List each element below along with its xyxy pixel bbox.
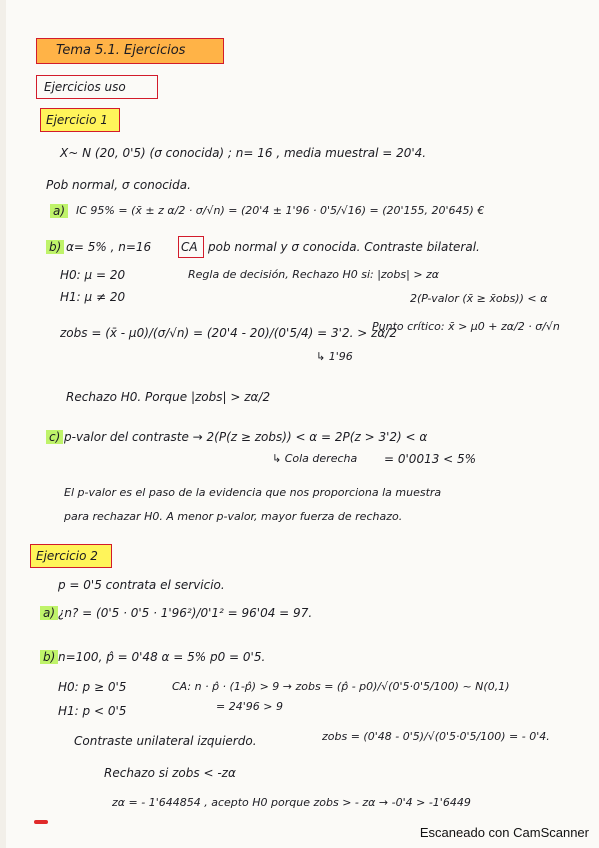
ej1-zobs: zobs = (x̄ - μ0)/(σ/√n) = (20'4 - 20)/(0'5/4) = 3'2. > zα/2 bbox=[60, 326, 397, 340]
ej2-a-label: a) bbox=[40, 606, 58, 620]
ej2-b-label: b) bbox=[40, 650, 58, 664]
ej1-b-text: α= 5% , n=16 bbox=[66, 240, 152, 254]
ej2-h0: H0: p ≥ 0'5 bbox=[58, 680, 127, 694]
ej1-rule2: 2(P-valor (x̄ ≥ x̄obs)) < α bbox=[410, 292, 548, 305]
ej1-given: X~ N (20, 0'5) (σ conocida) ; n= 16 , media muestral = 20'4. bbox=[60, 146, 427, 160]
ej2-ca2: = 24'96 > 9 bbox=[216, 700, 283, 713]
ej2-h1: H1: p < 0'5 bbox=[58, 704, 127, 718]
ej1-c-sub: ↳ Cola derecha bbox=[272, 452, 358, 465]
ej1-a-label: a) bbox=[50, 204, 68, 218]
ej1-rule: Regla de decisión, Rechazo H0 si: |zobs| > zα bbox=[188, 268, 440, 281]
scan-edge bbox=[0, 0, 6, 848]
ej2-final: zα = - 1'644854 , acepto H0 porque zobs > - zα → -0'4 > -1'6449 bbox=[112, 796, 471, 809]
ej1-c-label: c) bbox=[46, 430, 63, 444]
ej1-crit: Punto crítico: x̄ > μ0 + zα/2 · σ/√n bbox=[372, 320, 560, 333]
page-subtitle: Ejercicios uso bbox=[44, 80, 126, 94]
ej1-title: Ejercicio 1 bbox=[46, 113, 108, 127]
ej2-a-text: ¿n? = (0'5 · 0'5 · 1'96²)/0'1² = 96'04 = 97. bbox=[58, 606, 313, 620]
ej2-b-text: n=100, p̂ = 0'48 α = 5% p0 = 0'5. bbox=[58, 650, 266, 664]
ej1-a-text: IC 95% = (x̄ ± z α/2 · σ/√n) = (20'4 ± 1'96 · 0'5/√16) = (20'155, 20'645) € bbox=[76, 204, 485, 217]
ej2-title: Ejercicio 2 bbox=[36, 549, 98, 563]
ej1-h0: H0: μ = 20 bbox=[60, 268, 126, 282]
camscanner-footer: Escaneado con CamScanner bbox=[419, 825, 589, 840]
ej1-pob: Pob normal, σ conocida. bbox=[46, 178, 191, 192]
ej2-rechazo: Rechazo si zobs < -zα bbox=[104, 766, 236, 780]
ej2-intro: p = 0'5 contrata el servicio. bbox=[58, 578, 225, 592]
ej1-b-label: b) bbox=[46, 240, 64, 254]
ej1-zval: ↳ 1'96 bbox=[316, 350, 353, 363]
ej1-para1: El p-valor es el paso de la evidencia que nos proporciona la muestra bbox=[64, 486, 442, 499]
ej1-para2: para rechazar H0. A menor p-valor, mayor fuerza de rechazo. bbox=[64, 510, 403, 523]
ej1-c-text: p-valor del contraste → 2(P(z ≥ zobs)) < α = 2P(z > 3'2) < α bbox=[64, 430, 428, 444]
ej2-ca: CA: n · p̂ · (1-p̂) > 9 → zobs = (p̂ - p0)/√(0'5·0'5/100) ~ N(0,1) bbox=[172, 680, 510, 693]
ej2-zobs: zobs = (0'48 - 0'5)/√(0'5·0'5/100) = - 0'4. bbox=[322, 730, 550, 743]
page-title: Tema 5.1. Ejercicios bbox=[56, 43, 186, 58]
ej2-contraste: Contraste unilateral izquierdo. bbox=[74, 734, 257, 748]
ej1-ca-label: CA bbox=[181, 240, 198, 254]
ej1-h1: H1: μ ≠ 20 bbox=[60, 290, 126, 304]
ej1-b-rest: pob normal y σ conocida. Contraste bilateral. bbox=[208, 240, 480, 254]
ej1-c-val: = 0'0013 < 5% bbox=[384, 452, 477, 466]
ej1-reject: Rechazo H0. Porque |zobs| > zα/2 bbox=[66, 390, 271, 404]
red-mark bbox=[34, 820, 48, 824]
